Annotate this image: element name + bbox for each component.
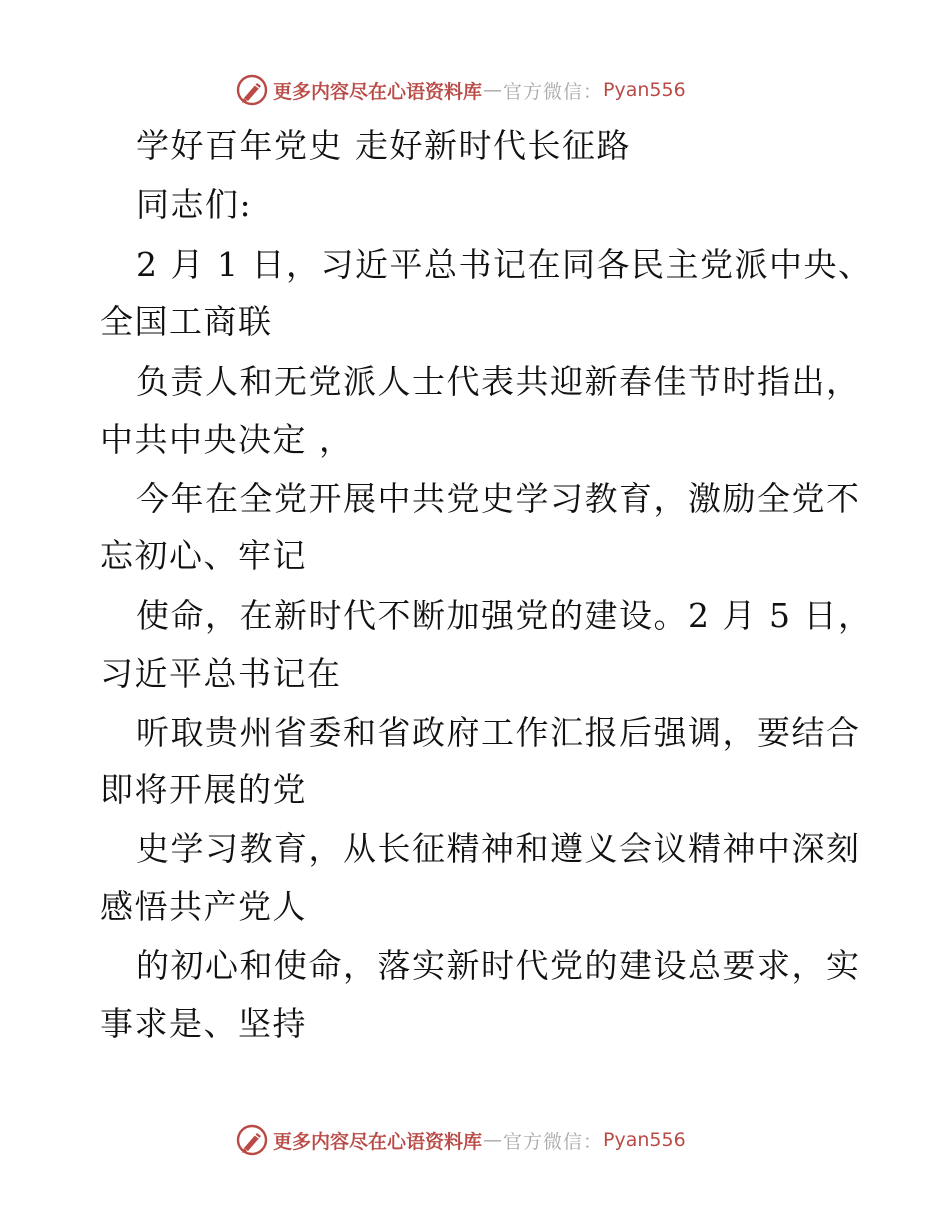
paragraph-line: 2 月 1 日，习近平总书记在同各民主党派中央、 xyxy=(136,245,873,284)
banner-dash: — xyxy=(483,79,503,101)
pen-logo-icon xyxy=(235,1123,269,1157)
footer-banner xyxy=(235,1122,686,1158)
document-title: 学好百年党史 走好新时代长征路 xyxy=(136,126,631,165)
banner-slogan: 更多内容尽在心语资料库 xyxy=(273,1130,483,1153)
greeting: 同志们: xyxy=(136,185,253,224)
paragraph-line: 即将开展的党 xyxy=(100,770,307,809)
paragraph-line: 全国工商联 xyxy=(100,302,273,341)
paragraph-line: 史学习教育，从长征精神和遵义会议精神中深刻 xyxy=(136,829,861,868)
banner-label: 官方微信： xyxy=(503,80,604,103)
paragraph-line: 负责人和无党派人士代表共迎新春佳节时指出， xyxy=(136,362,861,401)
paragraph-line: 今年在全党开展中共党史学习教育，激励全党不 xyxy=(136,479,861,518)
paragraph-line: 中共中央决定 ， xyxy=(100,420,354,459)
paragraph-line: 事求是、坚持 xyxy=(100,1004,307,1043)
banner-slogan: 更多内容尽在心语资料库 xyxy=(273,80,483,103)
paragraph-line: 忘初心、牢记 xyxy=(100,536,307,575)
banner-wechat-id: Pyan556 xyxy=(603,79,686,101)
paragraph-line: 习近平总书记在 xyxy=(100,654,342,693)
paragraph-line: 的初心和使命，落实新时代党的建设总要求，实 xyxy=(136,946,861,985)
paragraph-line: 使命，在新时代不断加强党的建设。2 月 5 日， xyxy=(136,596,873,635)
header-banner xyxy=(235,72,686,108)
banner-wechat-id: Pyan556 xyxy=(603,1129,686,1151)
pen-logo-icon xyxy=(235,73,269,107)
paragraph-line: 听取贵州省委和省政府工作汇报后强调，要结合 xyxy=(136,713,861,752)
paragraph-line: 感悟共产党人 xyxy=(100,887,307,926)
banner-label: 官方微信： xyxy=(503,1130,604,1153)
banner-dash: — xyxy=(483,1129,503,1151)
